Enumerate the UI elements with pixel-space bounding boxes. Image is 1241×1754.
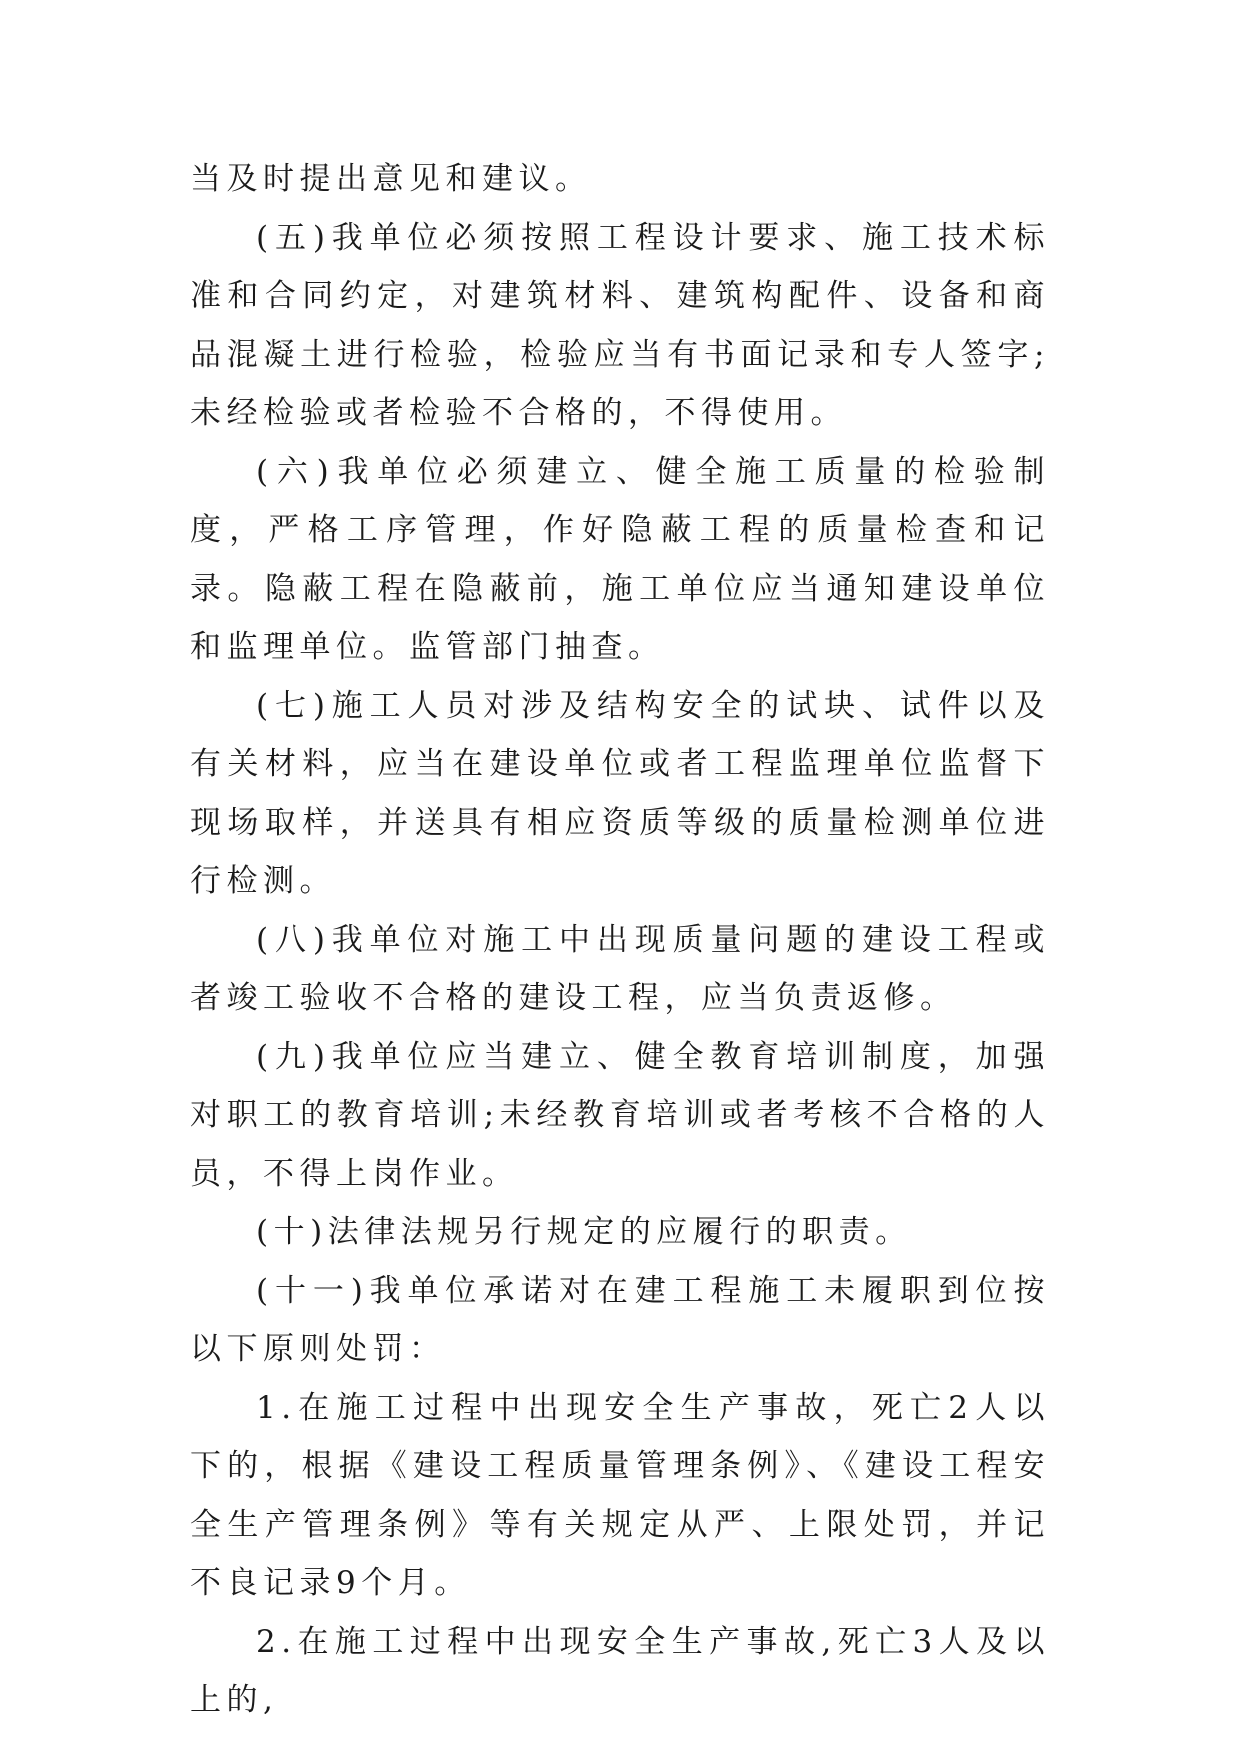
paragraph-penalty-2: 2.在施工过程中出现安全生产事故,死亡3人及以上的, xyxy=(190,1623,1050,1718)
paragraph-item-6: (六)我单位必须建立、健全施工质量的检验制度，严格工序管理，作好隐蔽工程的质量检查和记录。隐蔽工程在隐蔽前，施工单位应当通知建设单位和监理单位。监管部门抽查。 xyxy=(190,453,1050,665)
document-body xyxy=(190,150,1050,1730)
paragraph-item-10: (十)法律法规另行规定的应履行的职责。 xyxy=(256,1214,912,1250)
paragraph-item-11: (十一)我单位承诺对在建工程施工未履职到位按以下原则处罚： xyxy=(190,1272,1050,1367)
paragraph-item-7: (七)施工人员对涉及结构安全的试块、试件以及有关材料，应当在建设单位或者工程监理单位监督下现场取样，并送具有相应资质等级的质量检测单位进行检测。 xyxy=(190,687,1050,899)
paragraph-item-9: (九)我单位应当建立、健全教育培训制度，加强对职工的教育培训;未经教育培训或者考核不合格的人员，不得上岗作业。 xyxy=(190,1038,1050,1192)
paragraph-item-5: (五)我单位必须按照工程设计要求、施工技术标准和合同约定，对建筑材料、建筑构配件、设备和商品混凝土进行检验，检验应当有书面记录和专人签字;未经检验或者检验不合格的，不得使用。 xyxy=(190,219,1050,431)
paragraph-item-8: (八)我单位对施工中出现质量问题的建设工程或者竣工验收不合格的建设工程，应当负责返修。 xyxy=(190,921,1050,1016)
paragraph-continuation: 当及时提出意见和建议。 xyxy=(190,161,592,197)
paragraph-penalty-1: 1.在施工过程中出现安全生产事故，死亡2人以下的，根据《建设工程质量管理条例》、《建设工程安全生产管理条例》等有关规定从严、上限处罚，并记不良记录9个月。 xyxy=(190,1389,1050,1601)
